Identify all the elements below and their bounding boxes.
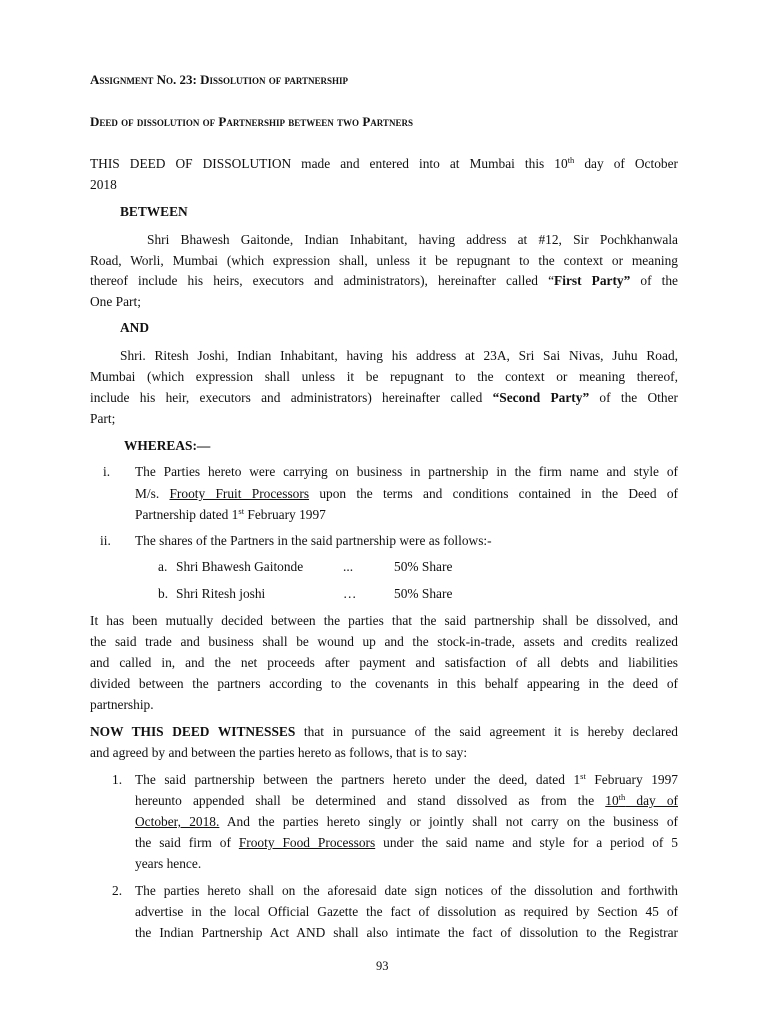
whereas-numeral-ii: ii.: [100, 533, 111, 548]
first-party-line-3: thereof include his heirs, executors and administrators), hereinafter called “First Party” of the: [90, 273, 678, 288]
share-letter-a: a.: [158, 559, 168, 574]
clause-1-line-5: years hence.: [135, 856, 202, 871]
share-letter-b: b.: [158, 586, 169, 601]
clause-2-line-1: The parties hereto shall on the aforesaid date sign notices of the dissolution and forthwith: [135, 883, 678, 898]
clause-2-number: 2.: [112, 883, 123, 898]
share-name-a: Shri Bhawesh Gaitonde: [176, 559, 304, 574]
intro-line-2: 2018: [90, 177, 117, 192]
whereas-i-line-2: M/s. Frooty Fruit Processors upon the terms and conditions contained in the Deed of: [135, 486, 678, 501]
clause-1-number: 1.: [112, 772, 123, 787]
clause-1-line-4: the said firm of Frooty Food Processors under the said name and style for a period of 5: [135, 835, 679, 850]
clause-1-line-3: October, 2018. And the parties hereto singly or jointly shall not carry on the business of: [135, 814, 678, 829]
first-party-line-4: One Part;: [90, 294, 141, 309]
first-party-line-2: Road, Worli, Mumbai (which expression shall, unless it be repugnant to the context or meaning: [90, 253, 678, 268]
second-party-line-1: Shri. Ritesh Joshi, Indian Inhabitant, having his address at 23A, Sri Sai Nivas, Juhu Road,: [120, 348, 678, 363]
between-heading: BETWEEN: [120, 204, 188, 219]
whereas-i-line-1: The Parties hereto were carrying on business in partnership in the firm name and style of: [135, 464, 678, 479]
witnesses-line-2: and agreed by and between the parties hereto as follows, that is to say:: [90, 745, 468, 760]
second-party-line-3: include his heir, executors and administrators) hereinafter called “Second Party” of the Other: [90, 390, 678, 405]
share-value-b: 50% Share: [394, 586, 453, 601]
clause-1-line-1: The said partnership between the partners hereto under the deed, dated 1st February 1997: [135, 771, 679, 787]
witnesses-line-1: NOW THIS DEED WITNESSES that in pursuance of the said agreement it is hereby declared: [90, 724, 678, 739]
share-value-a: 50% Share: [394, 559, 453, 574]
decided-line-5: partnership.: [90, 697, 154, 712]
decided-line-4: divided between the partners according to the covenants in this behalf appearing in the deed of: [90, 676, 678, 691]
clause-1-line-2: hereunto appended shall be determined and stand dissolved as from the 10th day of: [135, 792, 678, 808]
second-party-line-2: Mumbai (which expression shall unless it be repugnant to the context or meaning thereof,: [90, 369, 678, 384]
decided-line-1: It has been mutually decided between the parties that the said partnership shall be dissolved, and: [90, 613, 678, 628]
assignment-title: Assignment No. 23: Dissolution of partnership: [90, 72, 349, 87]
intro-line-1: THIS DEED OF DISSOLUTION made and entered into at Mumbai this 10th day of October: [90, 155, 678, 171]
first-party-line-1: Shri Bhawesh Gaitonde, Indian Inhabitant, having address at #12, Sir Pochkhanwala: [147, 232, 678, 247]
clause-2-line-2: advertise in the local Official Gazette the fact of dissolution as required by Section 45 of: [135, 904, 678, 919]
page-number: 93: [376, 959, 389, 973]
whereas-numeral-i: i.: [103, 464, 111, 479]
whereas-ii-line-1: The shares of the Partners in the said partnership were as follows:-: [135, 533, 492, 548]
second-party-line-4: Part;: [90, 411, 116, 426]
deed-title: Deed of dissolution of Partnership between two Partners: [90, 114, 413, 129]
whereas-heading: WHEREAS:—: [124, 438, 211, 453]
share-dots-b: …: [343, 586, 357, 601]
decided-line-2: the said trade and business shall be wound up and the stock-in-trade, assets and credits realized: [90, 634, 678, 649]
and-heading: AND: [120, 320, 150, 335]
share-name-b: Shri Ritesh joshi: [176, 586, 266, 601]
whereas-i-line-3: Partnership dated 1st February 1997: [135, 506, 326, 522]
decided-line-3: and called in, and the net proceeds after payment and satisfaction of all debts and liabilities: [90, 655, 678, 670]
share-dots-a: ...: [343, 559, 354, 574]
clause-2-line-3: the Indian Partnership Act AND shall also intimate the fact of dissolution to the Registrar: [135, 925, 678, 940]
